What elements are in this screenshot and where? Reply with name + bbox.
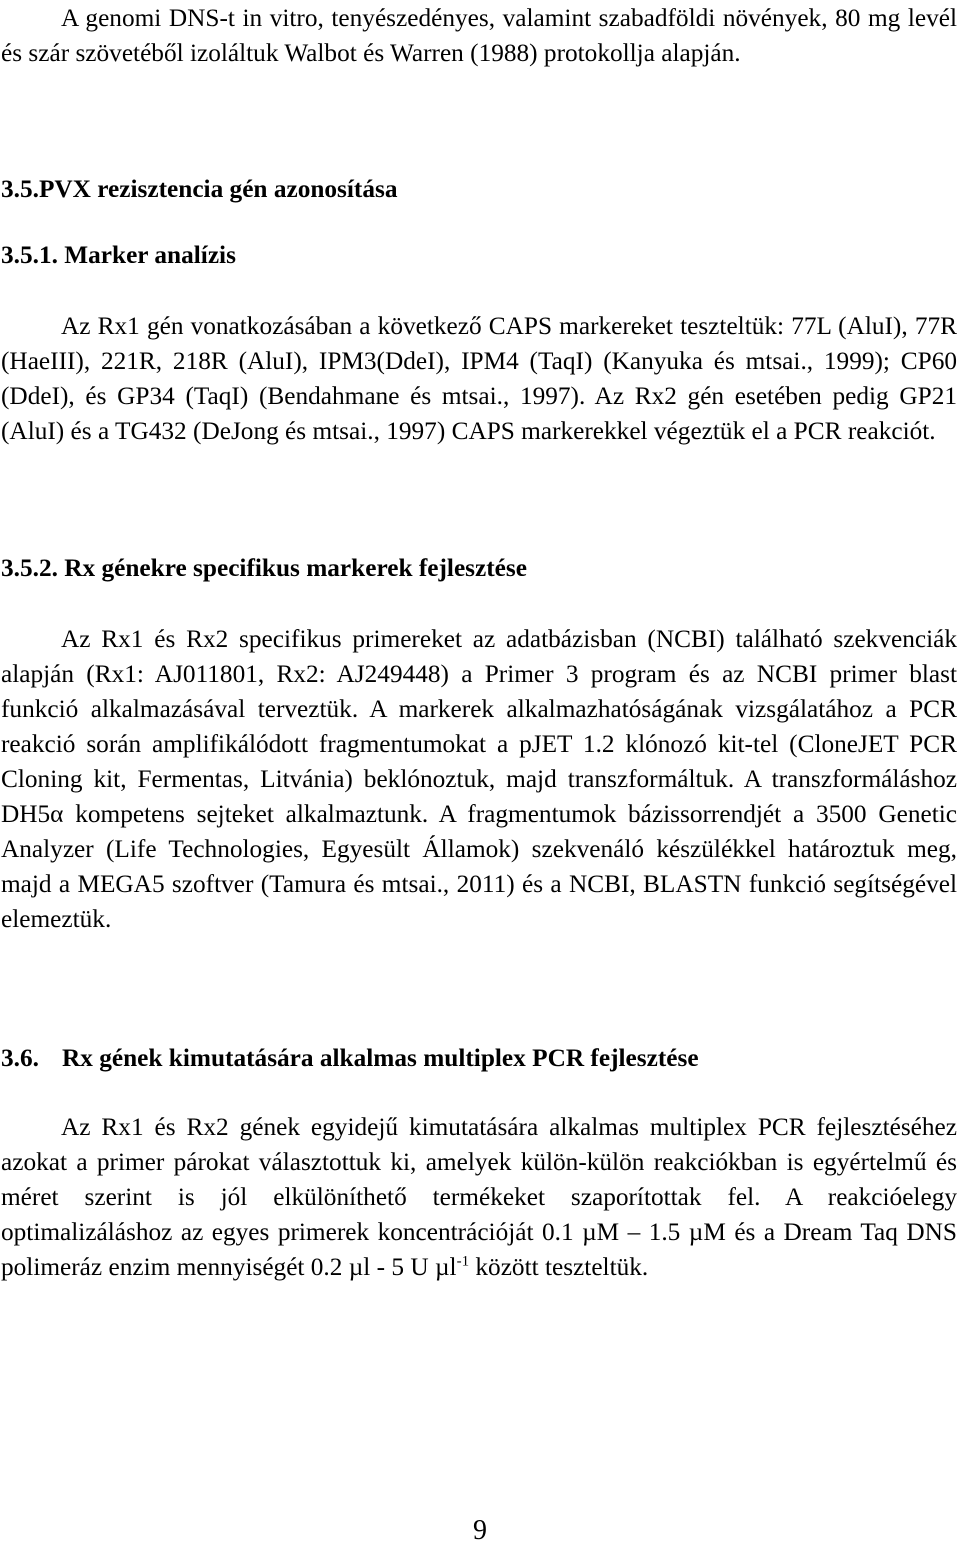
section-3-6-title: Rx gének kimutatására alkalmas multiplex PCR fejlesztése <box>62 1044 699 1072</box>
section-3-6-paragraph-main: Az Rx1 és Rx2 gének egyidejű kimutatására alkalmas multiplex PCR fejlesztéséhez azokat a primer párokat választottuk ki, amelyek külön-külön reakciókban is egyértelmű és méret szerint is jól elkülöníthető termékeket szaporítottak fel. A reakcióelegy optimalizáláshoz az egyes primerek koncentrációját 0.1 µM – 1.5 µM és a Dream Taq DNS polimeráz enzim mennyiségét 0.2 µl - 5 U µl <box>1 1113 957 1281</box>
section-3-5-2-heading <box>1 551 957 586</box>
section-3-6-number: 3.6. <box>1 1044 39 1072</box>
section-3-5-1-title: Marker analízis <box>64 241 236 269</box>
section-3-6-paragraph <box>1 1110 957 1285</box>
section-3-5-1-number: 3.5.1. <box>1 241 58 269</box>
section-3-5-1-heading <box>1 238 957 273</box>
section-3-5-title: PVX rezisztencia gén azonosítása <box>38 175 398 203</box>
section-3-5-2-paragraph: Az Rx1 és Rx2 specifikus primereket az adatbázisban (NCBI) található szekvenciák alapján (Rx1: AJ011801, Rx2: AJ249448) a Primer 3 program és az NCBI primer blast funkció alkalmazásával terveztük. A markerek alkalmazhatóságának vizsgálatához a PCR reakció során amplifikálódott fragmentumokat a pJET 1.2 klónozó kit-tel (CloneJET PCR Cloning kit, Fermentas, Litvánia) beklónoztuk, majd transzformáltuk. A transzformáláshoz DH5α kompetens sejteket alkalmaztunk. A fragmentumok bázissorrendjét a 3500 Genetic Analyzer (Life Technologies, Egyesült Államok) szekvenáló készülékkel határoztuk meg, majd a MEGA5 szoftver (Tamura és mtsai., 2011) és a NCBI, BLASTN funkció segítségével elemeztük. <box>1 625 957 933</box>
section-3-6-paragraph-superscript: -1 <box>456 1253 470 1270</box>
page-number: 9 <box>473 1515 487 1546</box>
intro-paragraph: A genomi DNS-t in vitro, tenyészedényes, valamint szabadföldi növények, 80 mg levél és szár szövetéből izoláltuk Walbot és Warren (1988) protokollja alapján. <box>1 4 957 67</box>
section-3-6-paragraph-tail: között teszteltük. <box>469 1253 649 1281</box>
section-3-5-1-paragraph: Az Rx1 gén vonatkozásában a következő CAPS markereket teszteltük: 77L (AluI), 77R (HaeIII), 221R, 218R (AluI), IPM3(DdeI), IPM4 (TaqI) (Kanyuka és mtsai., 1999); CP60 (DdeI), és GP34 (TaqI) (Bendahmane és mtsai., 1997). Az Rx2 gén esetében pedig GP21 (AluI) és a TG432 (DeJong és mtsai., 1997) CAPS markerekkel végeztük el a PCR reakciót. <box>1 312 957 445</box>
section-3-5-2-title: Rx génekre specifikus markerek fejlesztése <box>64 554 527 582</box>
section-3-5-2-number: 3.5.2. <box>1 554 58 582</box>
section-3-5-heading <box>1 172 957 207</box>
section-3-5-number: 3.5. <box>1 175 39 203</box>
section-3-6-heading <box>1 1041 957 1076</box>
